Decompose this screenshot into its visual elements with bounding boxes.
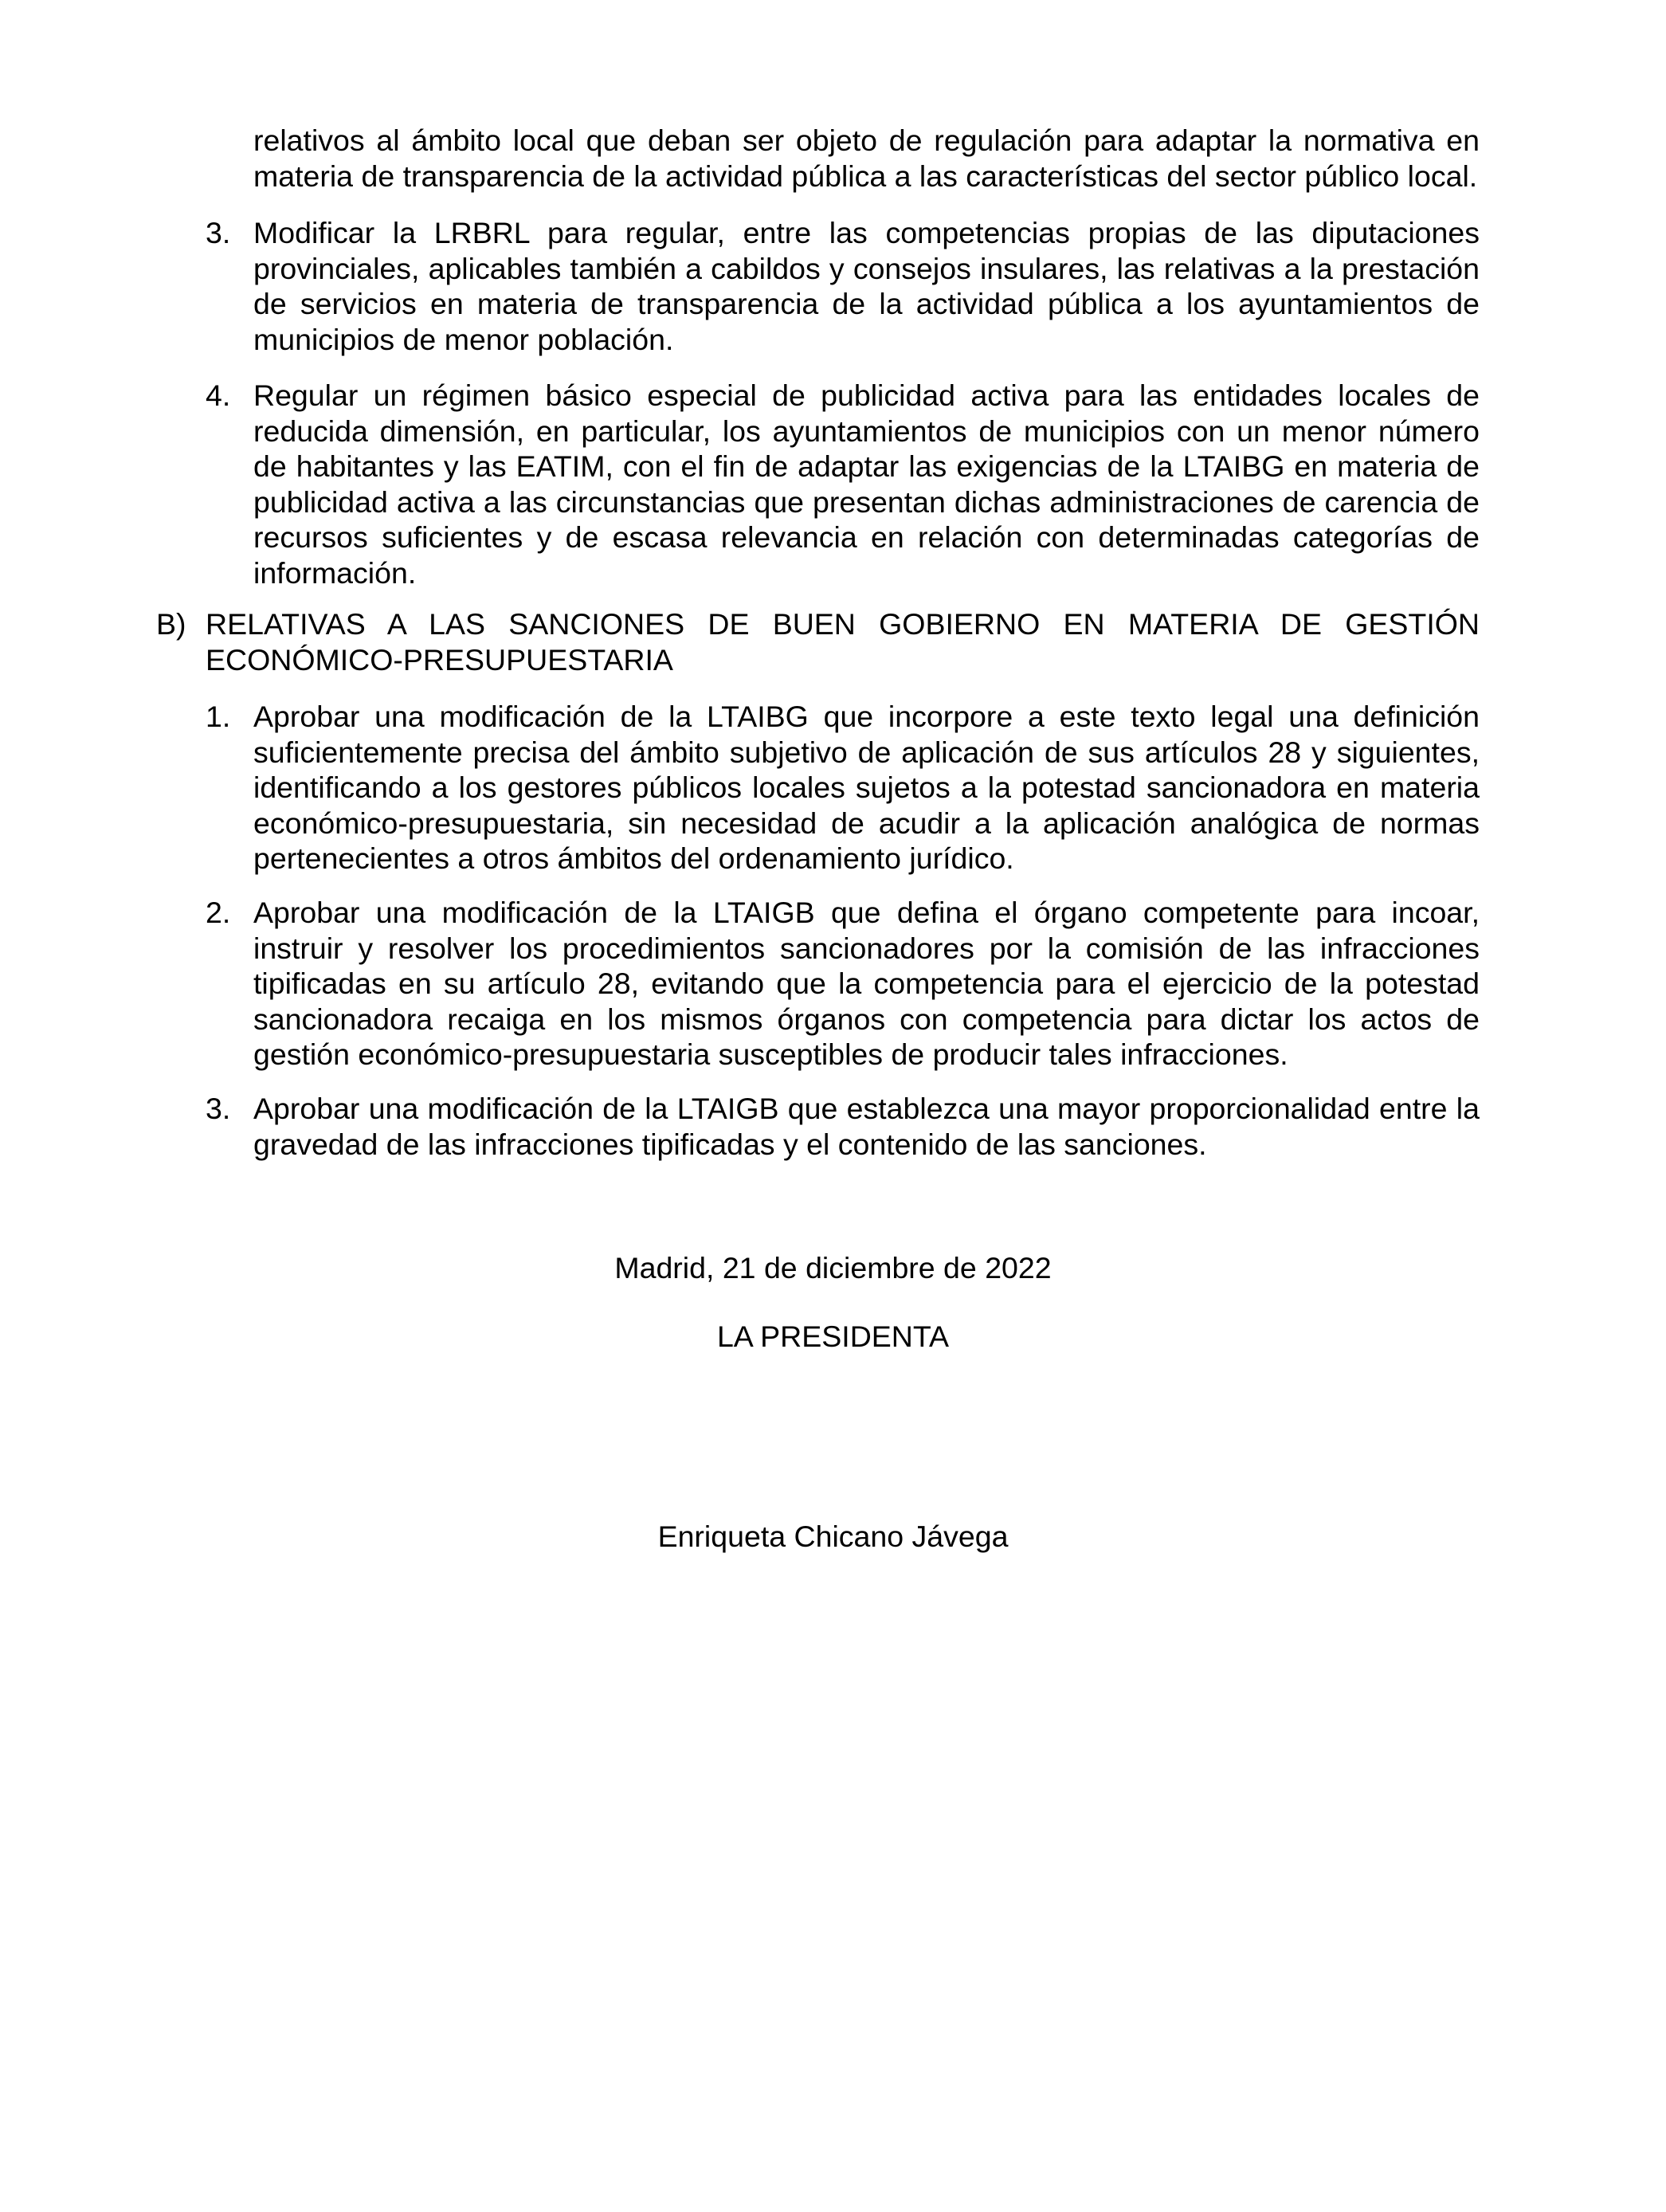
section-a-item-3-number: 3.	[206, 216, 231, 249]
section-b-item-1-number: 1.	[206, 700, 231, 733]
section-a-item-3-text: Modificar la LRBRL para regular, entre las competencias propias de las diputaciones provinciales, aplicables también a cabildos y consejos insulares, las relativas a la prestación de servicios en materia de transparencia de la actividad pública a los ayuntamientos de municipios de menor población.	[253, 216, 1480, 356]
section-a-item-4-text: Regular un régimen básico especial de publicidad activa para las entidades locales de reducida dimensión, en particular, los ayuntamientos de municipios con un menor número de habitantes y las EATIM, con el fin de adaptar las exigencias de la LTAIBG en materia de publicidad activa a las circunstancias que presentan dichas administraciones de carencia de recursos suficientes y de escasa relevancia en relación con determinadas categorías de información.	[253, 378, 1480, 590]
section-b-item-2-number: 2.	[206, 896, 231, 929]
section-b-label: B)	[156, 607, 186, 641]
signatory-name: Enriqueta Chicano Jávega	[657, 1520, 1009, 1553]
section-a-item-4-number: 4.	[206, 378, 231, 412]
section-b-item-3-text: Aprobar una modificación de la LTAIGB que establezca una mayor proporcionalidad entre la gravedad de las infracciones tipificadas y el contenido de las sanciones.	[253, 1092, 1480, 1161]
section-b-item-2-text: Aprobar una modificación de la LTAIGB que defina el órgano competente para incoar, instruir y resolver los procedimientos sancionadores por la comisión de las infracciones tipificadas en su artículo 28, evitando que la competencia para el ejercicio de la potestad sancionadora recaiga en los mismos órganos con competencia para dictar los actos de gestión económico-presupuestaria susceptibles de producir tales infracciones.	[253, 896, 1480, 1071]
place-and-date: Madrid, 21 de diciembre de 2022	[614, 1251, 1052, 1284]
signatory-title: LA PRESIDENTA	[716, 1320, 950, 1353]
section-b-item-3-number: 3.	[206, 1092, 231, 1125]
section-b-item-1-text: Aprobar una modificación de la LTAIBG que incorpore a este texto legal una definición suficientemente precisa del ámbito subjetivo de aplicación de sus artículos 28 y siguientes, identificando a los gestores públicos locales sujetos a la potestad sancionadora en materia económico-presupuestaria, sin necesidad de acudir a la aplicación analógica de normas pertenecientes a otros ámbitos del ordenamiento jurídico.	[253, 700, 1480, 875]
intro-continuation-paragraph: relativos al ámbito local que deban ser objeto de regulación para adaptar la normativa en materia de transparencia de la actividad pública a las características del sector público local.	[253, 124, 1480, 193]
section-b-heading: RELATIVAS A LAS SANCIONES DE BUEN GOBIERNO EN MATERIA DE GESTIÓN ECONÓMICO-PRESUPUESTARIA	[206, 607, 1480, 677]
